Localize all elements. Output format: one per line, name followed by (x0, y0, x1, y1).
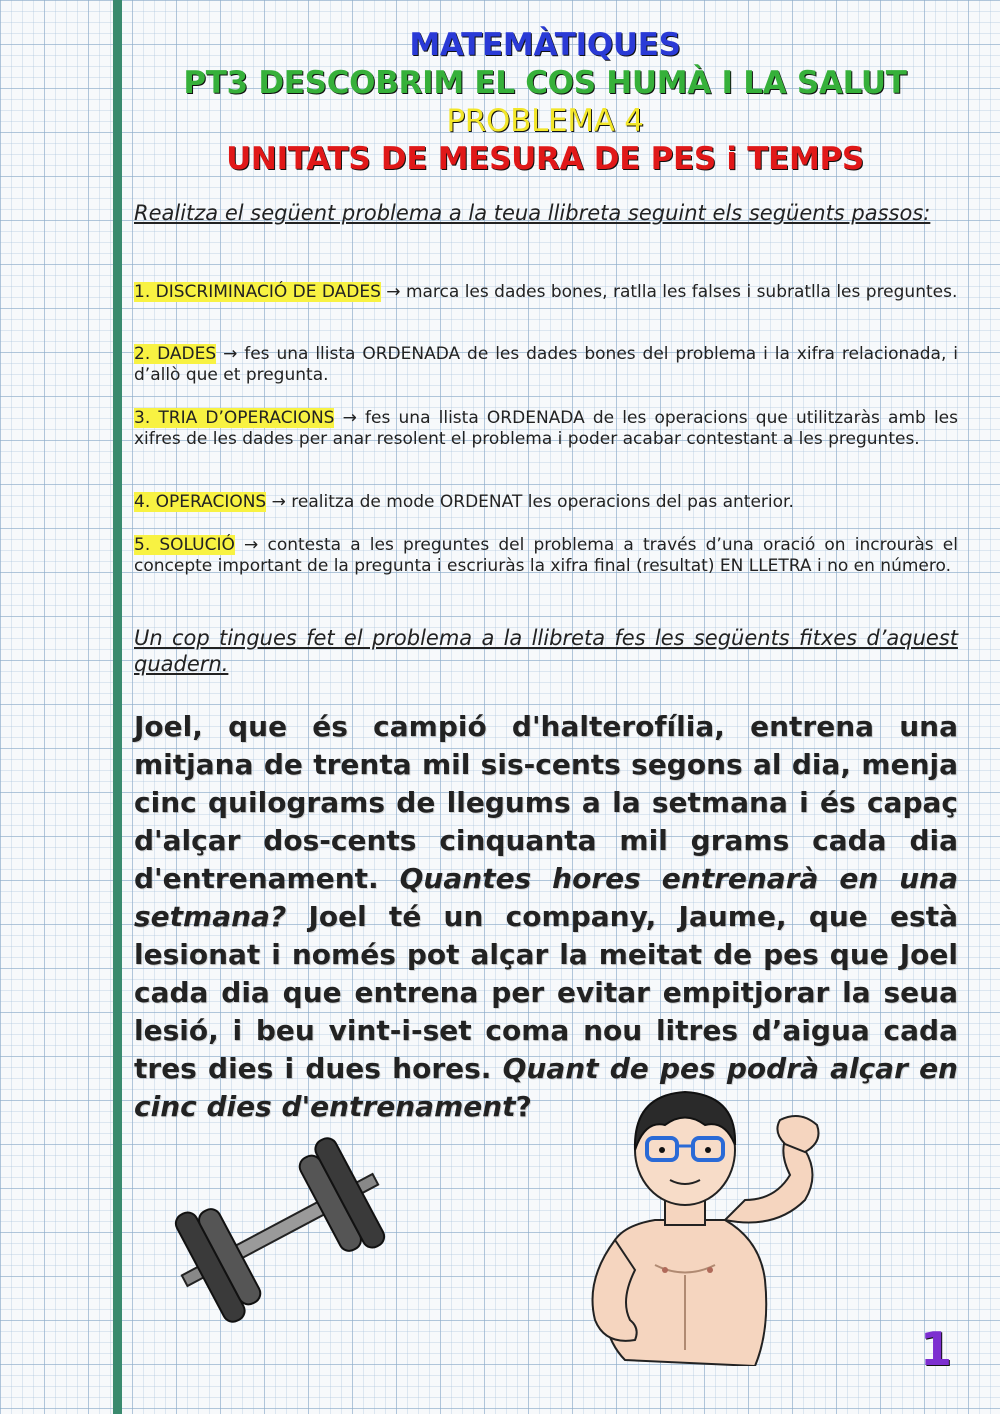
dumbbell-icon (150, 1130, 410, 1330)
instructions (134, 200, 958, 676)
problem-part-1: Joel, que és campió d'halterofília, entrena una mitjana de trenta mil sis-cents segons al dia, menja cinc quilograms de llegums a la setmana i és capaç d'alçar dos-cents cinquanta mil grams cada dia d'entrenament. (134, 710, 958, 895)
step-label: 1. DISCRIMINACIÓ DE DADES (134, 282, 381, 302)
page-number: 1 (920, 1322, 953, 1376)
problem-title: PROBLEMA 4 (446, 103, 644, 139)
topic-title: UNITATS DE MESURA DE PES i TEMPS (226, 141, 864, 177)
instructions-intro: Realitza el següent problema a la teua llibreta seguint els següents passos: (134, 201, 931, 225)
step-text: → fes una llista ORDENADA de les operacions que utilitzaràs amb les xifres de les dades per anar resolent el problema i poder acabar contestant a les preguntes. (134, 408, 958, 449)
step-5 (134, 535, 958, 577)
subject-title: MATEMÀTIQUES (409, 27, 681, 63)
step-text: → contesta a les preguntes del problema a través d’una oració on incrouràs el concepte important de la pregunta i escriuràs la xifra final (resultat) EN LLETRA i no en número. (134, 535, 958, 576)
step-label: 4. OPERACIONS (134, 492, 267, 512)
problem-part-2: Joel té un company, Jaume, que està lesionat i només pot alçar la meitat de pes que Joel cada dia que entrena per evitar empitjorar la seua lesió, i beu vint-i-set coma nou litres d’aigua cada tres dies i dues hores. (134, 900, 958, 1085)
notebook-margin-line (113, 0, 122, 1414)
step-label: 5. SOLUCIÓ (134, 535, 235, 555)
question-1: Quantes hores entrenarà en una setmana? (134, 862, 958, 933)
step-1 (134, 282, 958, 303)
problem-statement (134, 708, 958, 1126)
title-block (130, 26, 960, 178)
step-2 (134, 344, 958, 386)
unit-title: PT3 DESCOBRIM EL COS HUMÀ I LA SALUT (183, 65, 907, 101)
step-text: → realitza de mode ORDENAT les operacions del pas anterior. (266, 492, 794, 512)
step-text: → fes una llista ORDENADA de les dades bones del problema i la xifra relacionada, i d’allò que et pregunta. (134, 344, 958, 385)
question-2: Quant de pes podrà alçar en cinc dies d'entrenament (134, 1052, 958, 1123)
bodybuilder-illustration (555, 1080, 855, 1366)
step-label: 2. DADES (134, 344, 217, 364)
step-label: 3. TRIA D’OPERACIONS (134, 408, 335, 428)
step-3 (134, 408, 958, 450)
step-4 (134, 492, 958, 513)
instructions-outro: Un cop tingues fet el problema a la llibreta fes les següents fitxes d’aquest quadern. (134, 626, 958, 676)
problem-end: ? (515, 1090, 532, 1123)
step-text: → marca les dades bones, ratlla les falses i subratlla les preguntes. (380, 282, 958, 302)
